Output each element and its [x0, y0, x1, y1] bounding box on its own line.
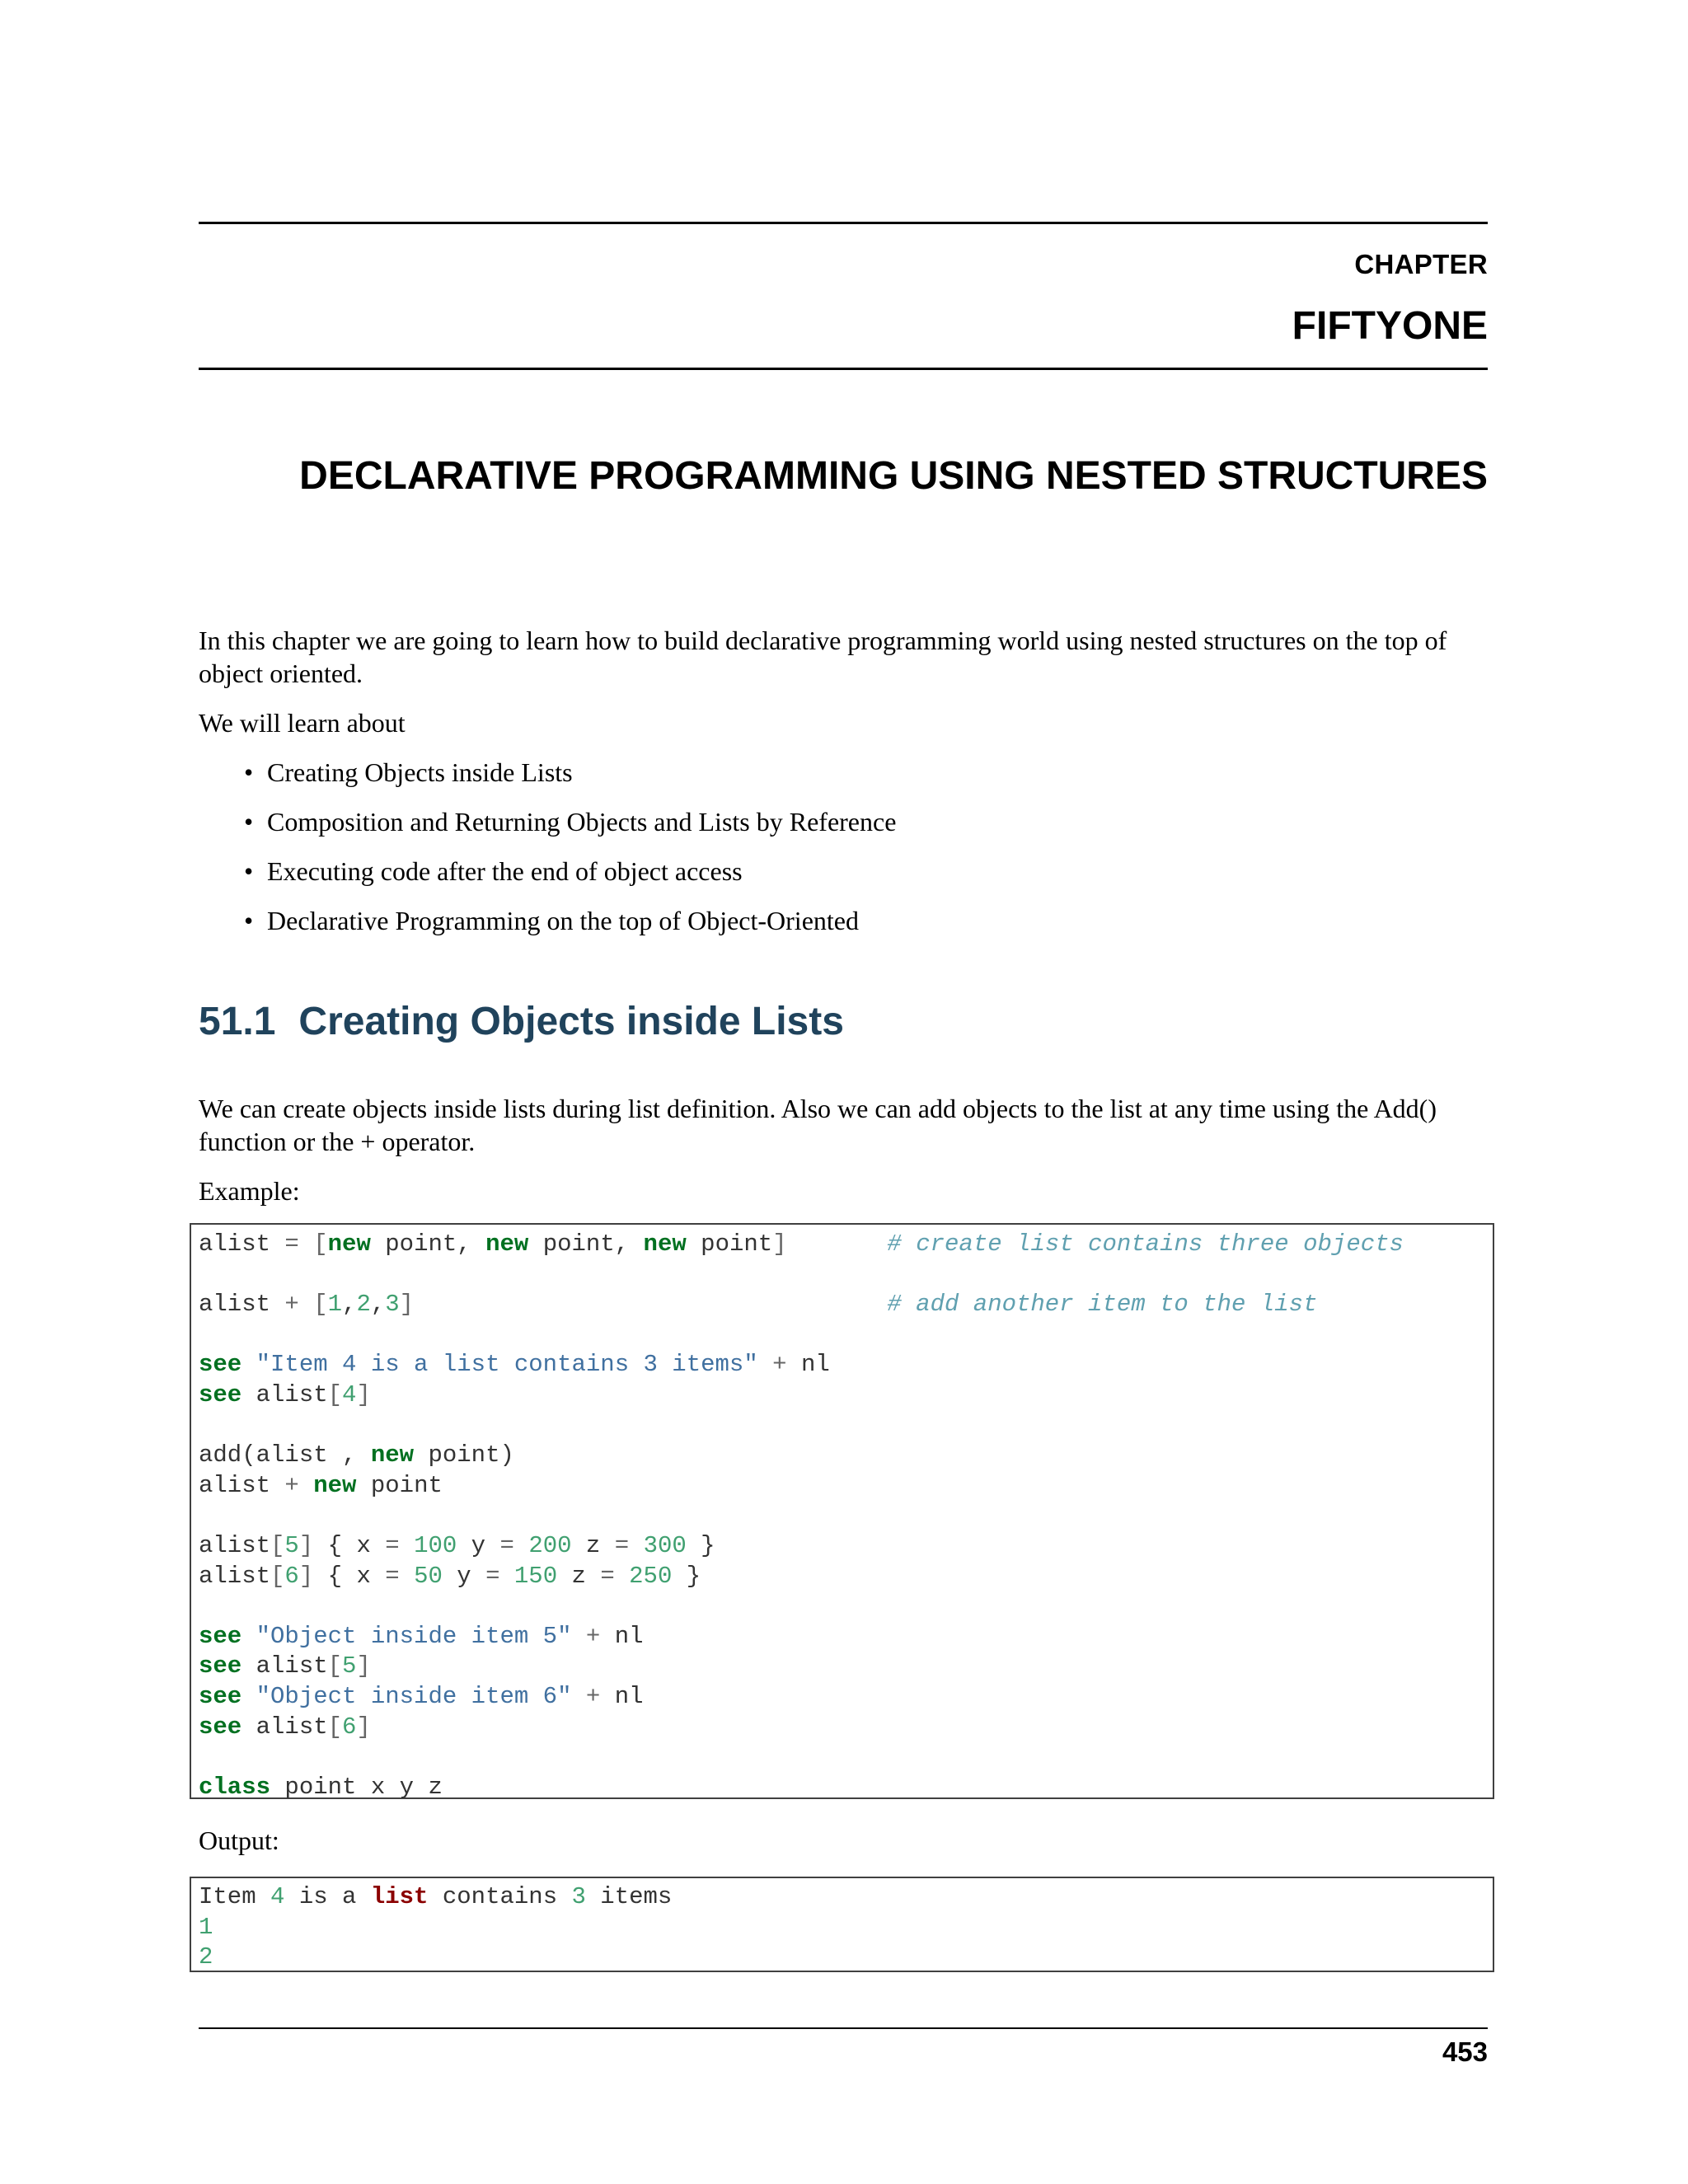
- header-bottom-rule: [199, 368, 1488, 370]
- topic-list: [199, 756, 896, 954]
- list-item: [199, 904, 896, 954]
- section-title: Creating Objects inside Lists: [298, 1000, 844, 1043]
- output-label: Output:: [199, 1825, 279, 1855]
- chapter-number: FIFTYONE: [1292, 304, 1488, 348]
- intro-paragraph: In this chapter we are going to learn how to build declarative programming world using nested structures on the top of object oriented.: [199, 626, 1447, 688]
- bullet-icon: •: [244, 807, 254, 837]
- page-number: 453: [1442, 2036, 1488, 2067]
- chapter-label: CHAPTER: [1354, 249, 1488, 279]
- bullet-icon: •: [244, 906, 254, 935]
- section-number: 51.1: [199, 1000, 276, 1043]
- list-item: [199, 805, 896, 855]
- list-item: [199, 756, 896, 805]
- section-paragraph: We can create objects inside lists during list definition. Also we can add objects to the list at any time using the Add() function or the + operator.: [199, 1094, 1437, 1156]
- section-heading: [199, 999, 844, 1044]
- code-example-block: alist = [new point, new point, new point] # create list contains three objects alist + [1,2,3] # add another item to the list see "Item 4 is a list contains 3 items" + nl see alist[4] add(alist , new point) alist + new point alist[5] { x = 100 y = 200 z = 300 } alist[6] { x = 50 y = 150 z = 250 } see "Object inside item 5" + nl see alist[5] see "Object inside item 6" + nl see alist[6] class point x y z: [199, 1230, 1404, 1801]
- topic-label: Creating Objects inside Lists: [267, 757, 573, 787]
- intro-lead: We will learn about: [199, 708, 406, 738]
- header-top-rule: [199, 222, 1488, 224]
- bullet-icon: •: [244, 757, 254, 787]
- code-output-block: Item 4 is a list contains 3 items 1 2: [199, 1883, 673, 1971]
- chapter-title: DECLARATIVE PROGRAMMING USING NESTED STRUCTURES: [299, 454, 1488, 498]
- footer-rule: [199, 2027, 1488, 2029]
- topic-label: Declarative Programming on the top of Object-Oriented: [267, 906, 859, 935]
- list-item: [199, 855, 896, 904]
- topic-label: Executing code after the end of object access: [267, 856, 743, 886]
- bullet-icon: •: [244, 856, 254, 886]
- topic-label: Composition and Returning Objects and Lists by Reference: [267, 807, 897, 837]
- example-label: Example:: [199, 1176, 300, 1206]
